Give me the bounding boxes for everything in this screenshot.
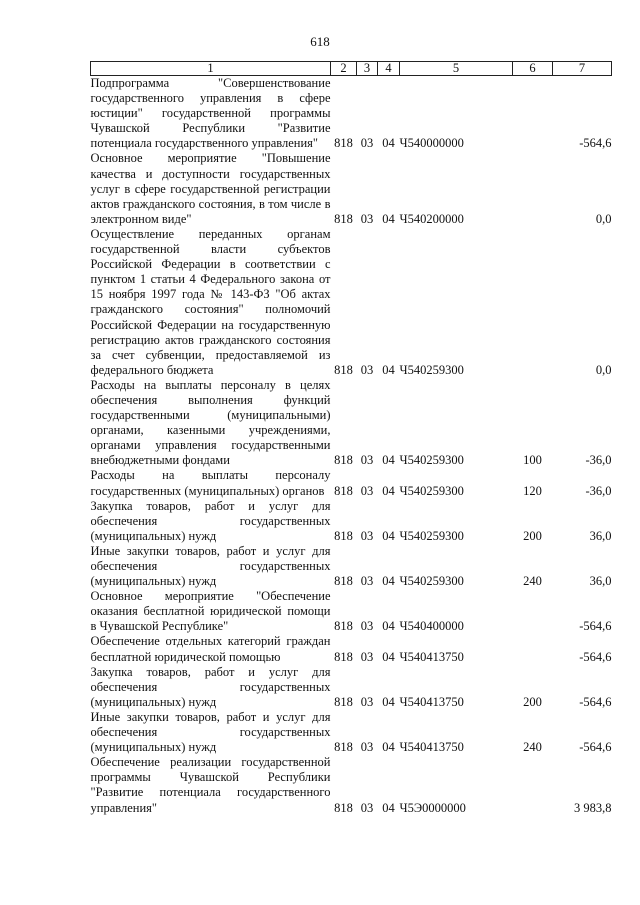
target-article: Ч540259300 [399, 362, 464, 377]
expense-type: 200 [523, 694, 542, 709]
table-row [91, 665, 612, 710]
ministry-code: 818 [334, 694, 353, 709]
table-row [91, 378, 612, 469]
row-name: Обеспечение отдельных категорий граждан бесплатной юридической помощью [90, 634, 331, 664]
column-header: 6 [513, 62, 553, 76]
column-header: 4 [378, 62, 400, 76]
amount: 0,0 [595, 211, 612, 226]
ministry-code: 818 [334, 619, 353, 634]
subsection-code: 04 [382, 694, 395, 709]
table-row [91, 589, 612, 634]
section-code: 03 [360, 619, 374, 634]
table-row [91, 710, 612, 755]
row-name: Осуществление переданных органам государственной власти субъектов Российской Федерации в соответствии с пунктом 1 статьи 4 Федерального закона от 15 ноября 1997 года № 143-ФЗ "Об актах гражданского состояния" полномочий Российской Федерации на государственную регистрацию актов гражданского состояния за счет субвенции, предоставляемой из федерального бюджета [90, 226, 331, 377]
expense-type: 100 [523, 453, 542, 468]
section-code: 03 [360, 362, 374, 377]
subsection-code: 04 [382, 136, 395, 151]
row-name: Обеспечение реализации государственной программы Чувашской Республики "Развитие потенциала государственного управления" [90, 755, 331, 815]
amount: -564,6 [579, 694, 612, 709]
column-header: 5 [400, 62, 513, 76]
expense-type [513, 755, 553, 815]
ministry-code: 818 [334, 740, 353, 755]
row-name: Расходы на выплаты персоналу в целях обеспечения выполнения функций государственными (муниципальными) органами, казенными учреждениями, органами управления государственными внебюджетными фондами [90, 377, 331, 468]
table-row [91, 634, 612, 664]
subsection-code: 04 [382, 574, 395, 589]
expense-type: 200 [523, 528, 542, 543]
subsection-code: 04 [382, 453, 395, 468]
subsection-code: 04 [382, 800, 395, 815]
row-name: Расходы на выплаты персоналу государственных (муниципальных) органов [90, 468, 331, 498]
expense-type [513, 589, 553, 634]
ministry-code: 818 [334, 453, 353, 468]
column-header: 3 [357, 62, 378, 76]
expense-type [513, 76, 553, 152]
target-article: Ч540259300 [399, 528, 464, 543]
amount: -564,6 [579, 740, 612, 755]
section-code: 03 [360, 211, 374, 226]
ministry-code: 818 [334, 649, 353, 664]
row-name: Подпрограмма "Совершенствование государственного управления в сфере юстиции" государственной программы Чувашской Республики "Развитие потенциала государственного управления" [90, 76, 331, 151]
target-article: Ч540000000 [399, 136, 464, 151]
expense-type [513, 151, 553, 226]
section-code: 03 [360, 800, 374, 815]
row-name: Основное мероприятие "Обеспечение оказания бесплатной юридической помощи в Чувашской Республике" [90, 589, 331, 634]
section-code: 03 [360, 528, 374, 543]
target-article: Ч540200000 [399, 211, 464, 226]
target-article: Ч540413750 [399, 740, 464, 755]
amount: 3 983,8 [574, 800, 612, 815]
section-code: 03 [360, 453, 374, 468]
ministry-code: 818 [334, 574, 353, 589]
amount: 36,0 [589, 528, 612, 543]
table-row [91, 227, 612, 378]
section-code: 03 [360, 740, 374, 755]
amount: 0,0 [595, 362, 612, 377]
amount: -36,0 [585, 483, 612, 498]
expense-type: 240 [523, 574, 542, 589]
amount: 36,0 [589, 574, 612, 589]
ministry-code: 818 [334, 362, 353, 377]
row-name: Иные закупки товаров, работ и услуг для обеспечения государственных (муниципальных) нужд [90, 709, 331, 755]
section-code: 03 [360, 483, 374, 498]
table-row [91, 755, 612, 815]
amount: -36,0 [585, 453, 612, 468]
target-article: Ч5Э0000000 [399, 800, 466, 815]
expense-type [513, 227, 553, 378]
column-header: 2 [331, 62, 357, 76]
section-code: 03 [360, 649, 374, 664]
row-name: Иные закупки товаров, работ и услуг для обеспечения государственных (муниципальных) нужд [90, 543, 331, 589]
section-code: 03 [360, 136, 374, 151]
amount: -564,6 [579, 619, 612, 634]
subsection-code: 04 [382, 740, 395, 755]
subsection-code: 04 [382, 211, 395, 226]
ministry-code: 818 [334, 800, 353, 815]
table-row [91, 544, 612, 589]
subsection-code: 04 [382, 619, 395, 634]
expense-type: 120 [523, 483, 542, 498]
target-article: Ч540413750 [399, 649, 464, 664]
table-row [91, 151, 612, 226]
target-article: Ч540400000 [399, 619, 464, 634]
row-name: Закупка товаров, работ и услуг для обеспечения государственных (муниципальных) нужд [90, 498, 331, 543]
expense-type [513, 634, 553, 664]
target-article: Ч540259300 [399, 483, 464, 498]
amount: -564,6 [579, 649, 612, 664]
subsection-code: 04 [382, 483, 395, 498]
subsection-code: 04 [382, 362, 395, 377]
ministry-code: 818 [334, 211, 353, 226]
row-name: Закупка товаров, работ и услуг для обеспечения государственных (муниципальных) нужд [90, 664, 331, 709]
table-row [91, 76, 612, 152]
expense-type: 240 [523, 740, 542, 755]
target-article: Ч540259300 [399, 453, 464, 468]
ministry-code: 818 [334, 528, 353, 543]
column-header: 7 [553, 62, 612, 76]
header-row [91, 62, 612, 76]
ministry-code: 818 [334, 483, 353, 498]
target-article: Ч540259300 [399, 574, 464, 589]
table-row [91, 499, 612, 544]
budget-table [90, 61, 612, 816]
amount: -564,6 [579, 136, 612, 151]
column-header: 1 [91, 62, 331, 76]
section-code: 03 [360, 574, 374, 589]
target-article: Ч540413750 [399, 694, 464, 709]
page-number: 618 [310, 34, 330, 49]
table-row [91, 468, 612, 498]
section-code: 03 [360, 694, 374, 709]
subsection-code: 04 [382, 528, 395, 543]
row-name: Основное мероприятие "Повышение качества и доступности государственных услуг в сфере государственной регистрации актов гражданского состояния, в том числе в электронном виде" [90, 151, 331, 226]
subsection-code: 04 [382, 649, 395, 664]
ministry-code: 818 [334, 136, 353, 151]
